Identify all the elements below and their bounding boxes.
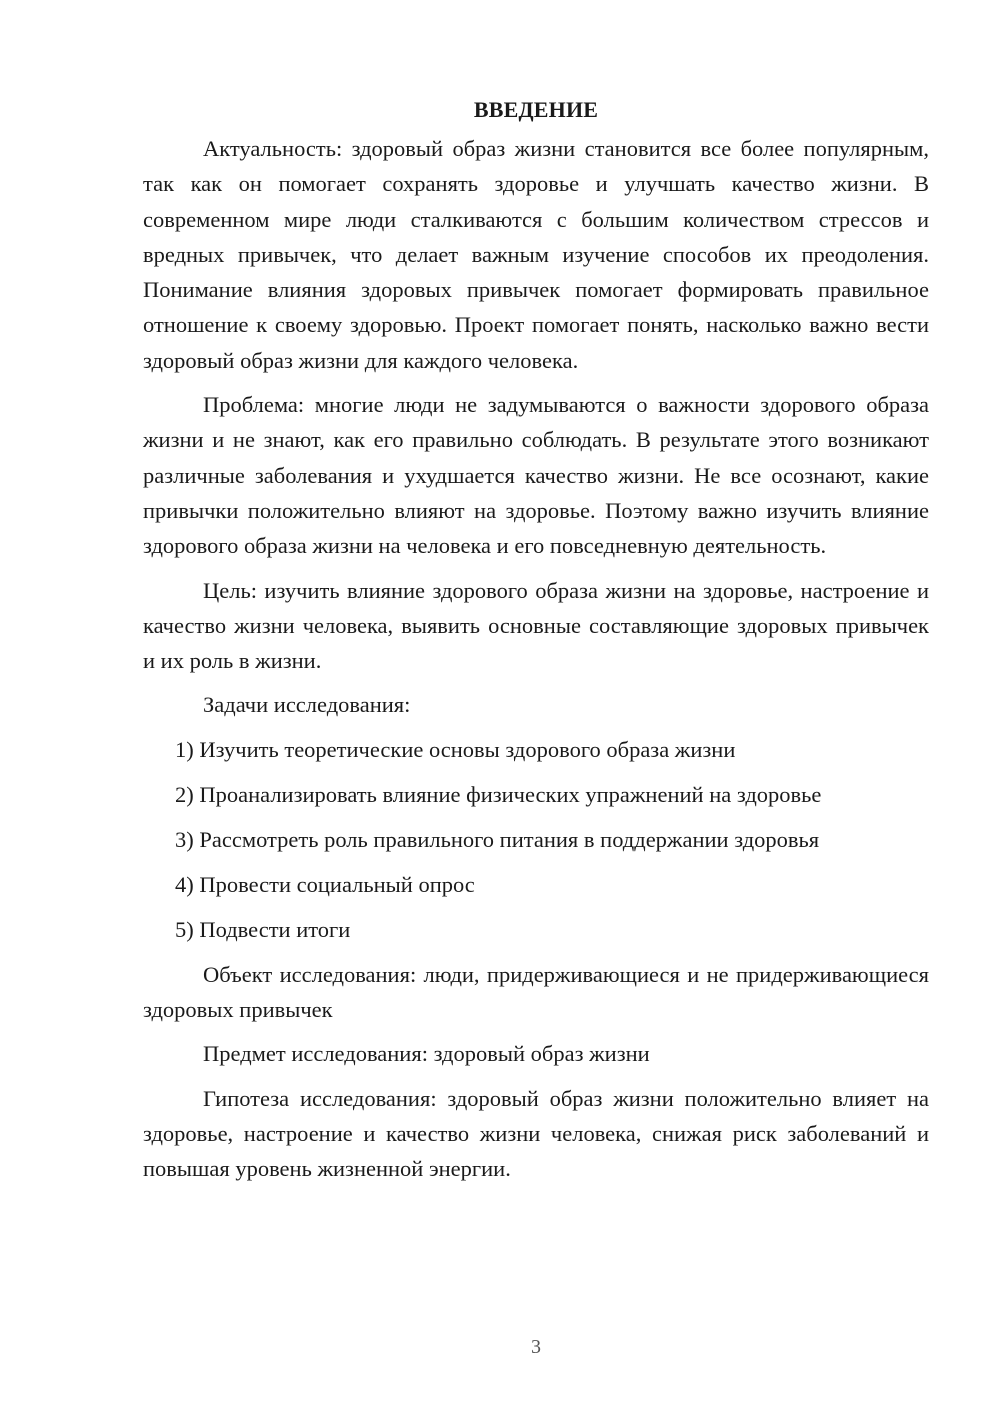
problem-paragraph: Проблема: многие люди не задумываются о важности здорового образа жизни и не знают, как его правильно соблюдать. В результате этого возникают различные заболевания и ухудшается качество жизни. Не все осознают, какие привычки положительно влияют на здоровье. Поэтому важно изучить влияние здорового образа жизни на человека и его повседневную деятельность. <box>143 392 929 559</box>
task-item: 3) Рассмотреть роль правильного питания в поддержании здоровья <box>175 827 820 853</box>
task-item: 4) Провести социальный опрос <box>175 872 475 898</box>
object-paragraph: Объект исследования: люди, придерживающиеся и не придерживающиеся здоровых привычек <box>143 961 929 1023</box>
task-item: 1) Изучить теоретические основы здорового образа жизни <box>175 737 736 763</box>
task-item: 2) Проанализировать влияние физических упражнений на здоровье <box>175 782 822 808</box>
document-page <box>143 92 929 1196</box>
hypothesis-paragraph: Гипотеза исследования: здоровый образ жизни положительно влияет на здоровье, настроение и качество жизни человека, снижая риск заболеваний и повышая уровень жизненной энергии. <box>143 1085 929 1182</box>
subject-paragraph: Предмет исследования: здоровый образ жизни <box>203 1041 650 1067</box>
section-title: ВВЕДЕНИЕ <box>473 97 599 122</box>
relevance-paragraph: Актуальность: здоровый образ жизни становится все более популярным, так как он помогает сохранять здоровье и улучшать качество жизни. В современном мире люди сталкиваются с большим количеством стрессов и вредных привычек, что делает важным изучение способов их преодоления. Понимание влияния здоровых привычек помогает формировать правильное отношение к своему здоровью. Проект помогает понять, насколько важно вести здоровый образ жизни для каждого человека. <box>143 136 929 373</box>
task-item: 5) Подвести итоги <box>175 916 351 942</box>
page-number: 3 <box>531 1336 541 1358</box>
tasks-heading: Задачи исследования: <box>203 692 411 718</box>
goal-paragraph: Цель: изучить влияние здорового образа жизни на здоровье, настроение и качество жизни человека, выявить основные составляющие здоровых привычек и их роль в жизни. <box>143 577 929 674</box>
tasks-list <box>143 732 929 947</box>
